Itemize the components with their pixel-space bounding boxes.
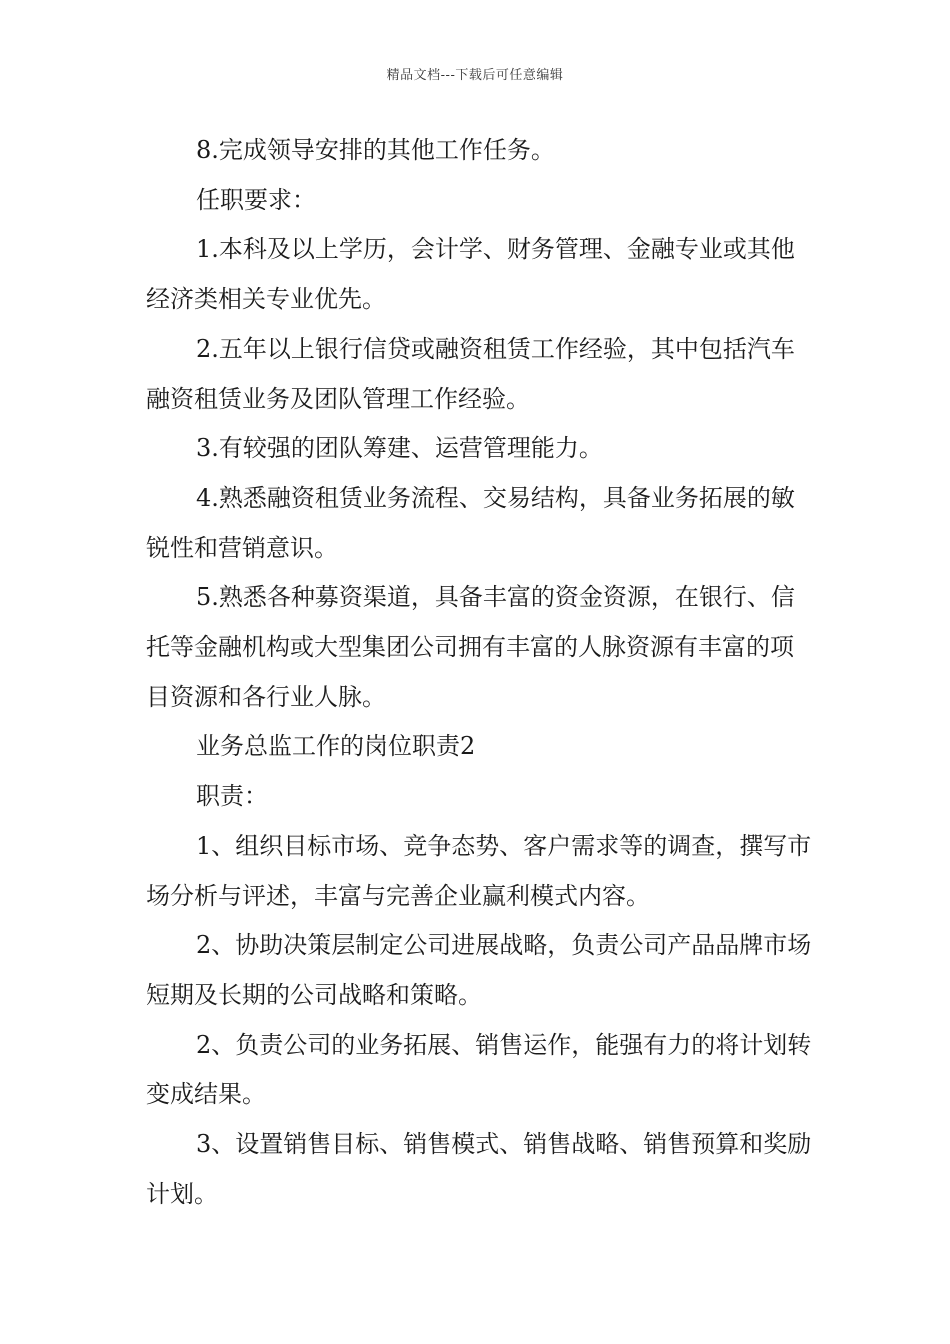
paragraph-duty-2: 2、协助决策层制定公司进展战略，负责公司产品品牌市场短期及长期的公司战略和策略。 xyxy=(146,931,812,1009)
paragraph-requirement-5: 5.熟悉各种募资渠道，具备丰富的资金资源，在银行、信托等金融机构或大型集团公司拥有丰富的人脉资源有丰富的项目资源和各行业人脉。 xyxy=(146,583,795,711)
paragraph-requirement-4: 4.熟悉融资租赁业务流程、交易结构，具备业务拓展的敏锐性和营销意识。 xyxy=(146,483,795,562)
section-title: 业务总监工作的岗位职责2 xyxy=(196,732,476,761)
paragraph-item-8: 8.完成领导安排的其他工作任务。 xyxy=(196,136,555,164)
document-body xyxy=(146,126,814,1219)
paragraph-requirements-heading: 任职要求： xyxy=(196,185,316,214)
paragraph-duties-heading: 职责： xyxy=(196,782,268,811)
paragraph-duty-2b: 2、负责公司的业务拓展、销售运作，能强有力的将计划转变成结果。 xyxy=(146,1030,812,1109)
page-header: 精品文档---下载后可任意编辑 xyxy=(386,68,564,83)
paragraph-requirement-1: 1.本科及以上学历，会计学、财务管理、金融专业或其他经济类相关专业优先。 xyxy=(146,235,795,314)
paragraph-requirement-2: 2.五年以上银行信贷或融资租赁工作经验，其中包括汽车融资租赁业务及团队管理工作经验。 xyxy=(146,334,795,413)
paragraph-duty-1: 1、组织目标市场、竞争态势、客户需求等的调查，撰写市场分析与评述，丰富与完善企业赢利模式内容。 xyxy=(146,831,812,910)
paragraph-duty-3: 3、设置销售目标、销售模式、销售战略、销售预算和奖励计划。 xyxy=(146,1130,812,1208)
paragraph-requirement-3: 3.有较强的团队筹建、运营管理能力。 xyxy=(196,434,603,463)
